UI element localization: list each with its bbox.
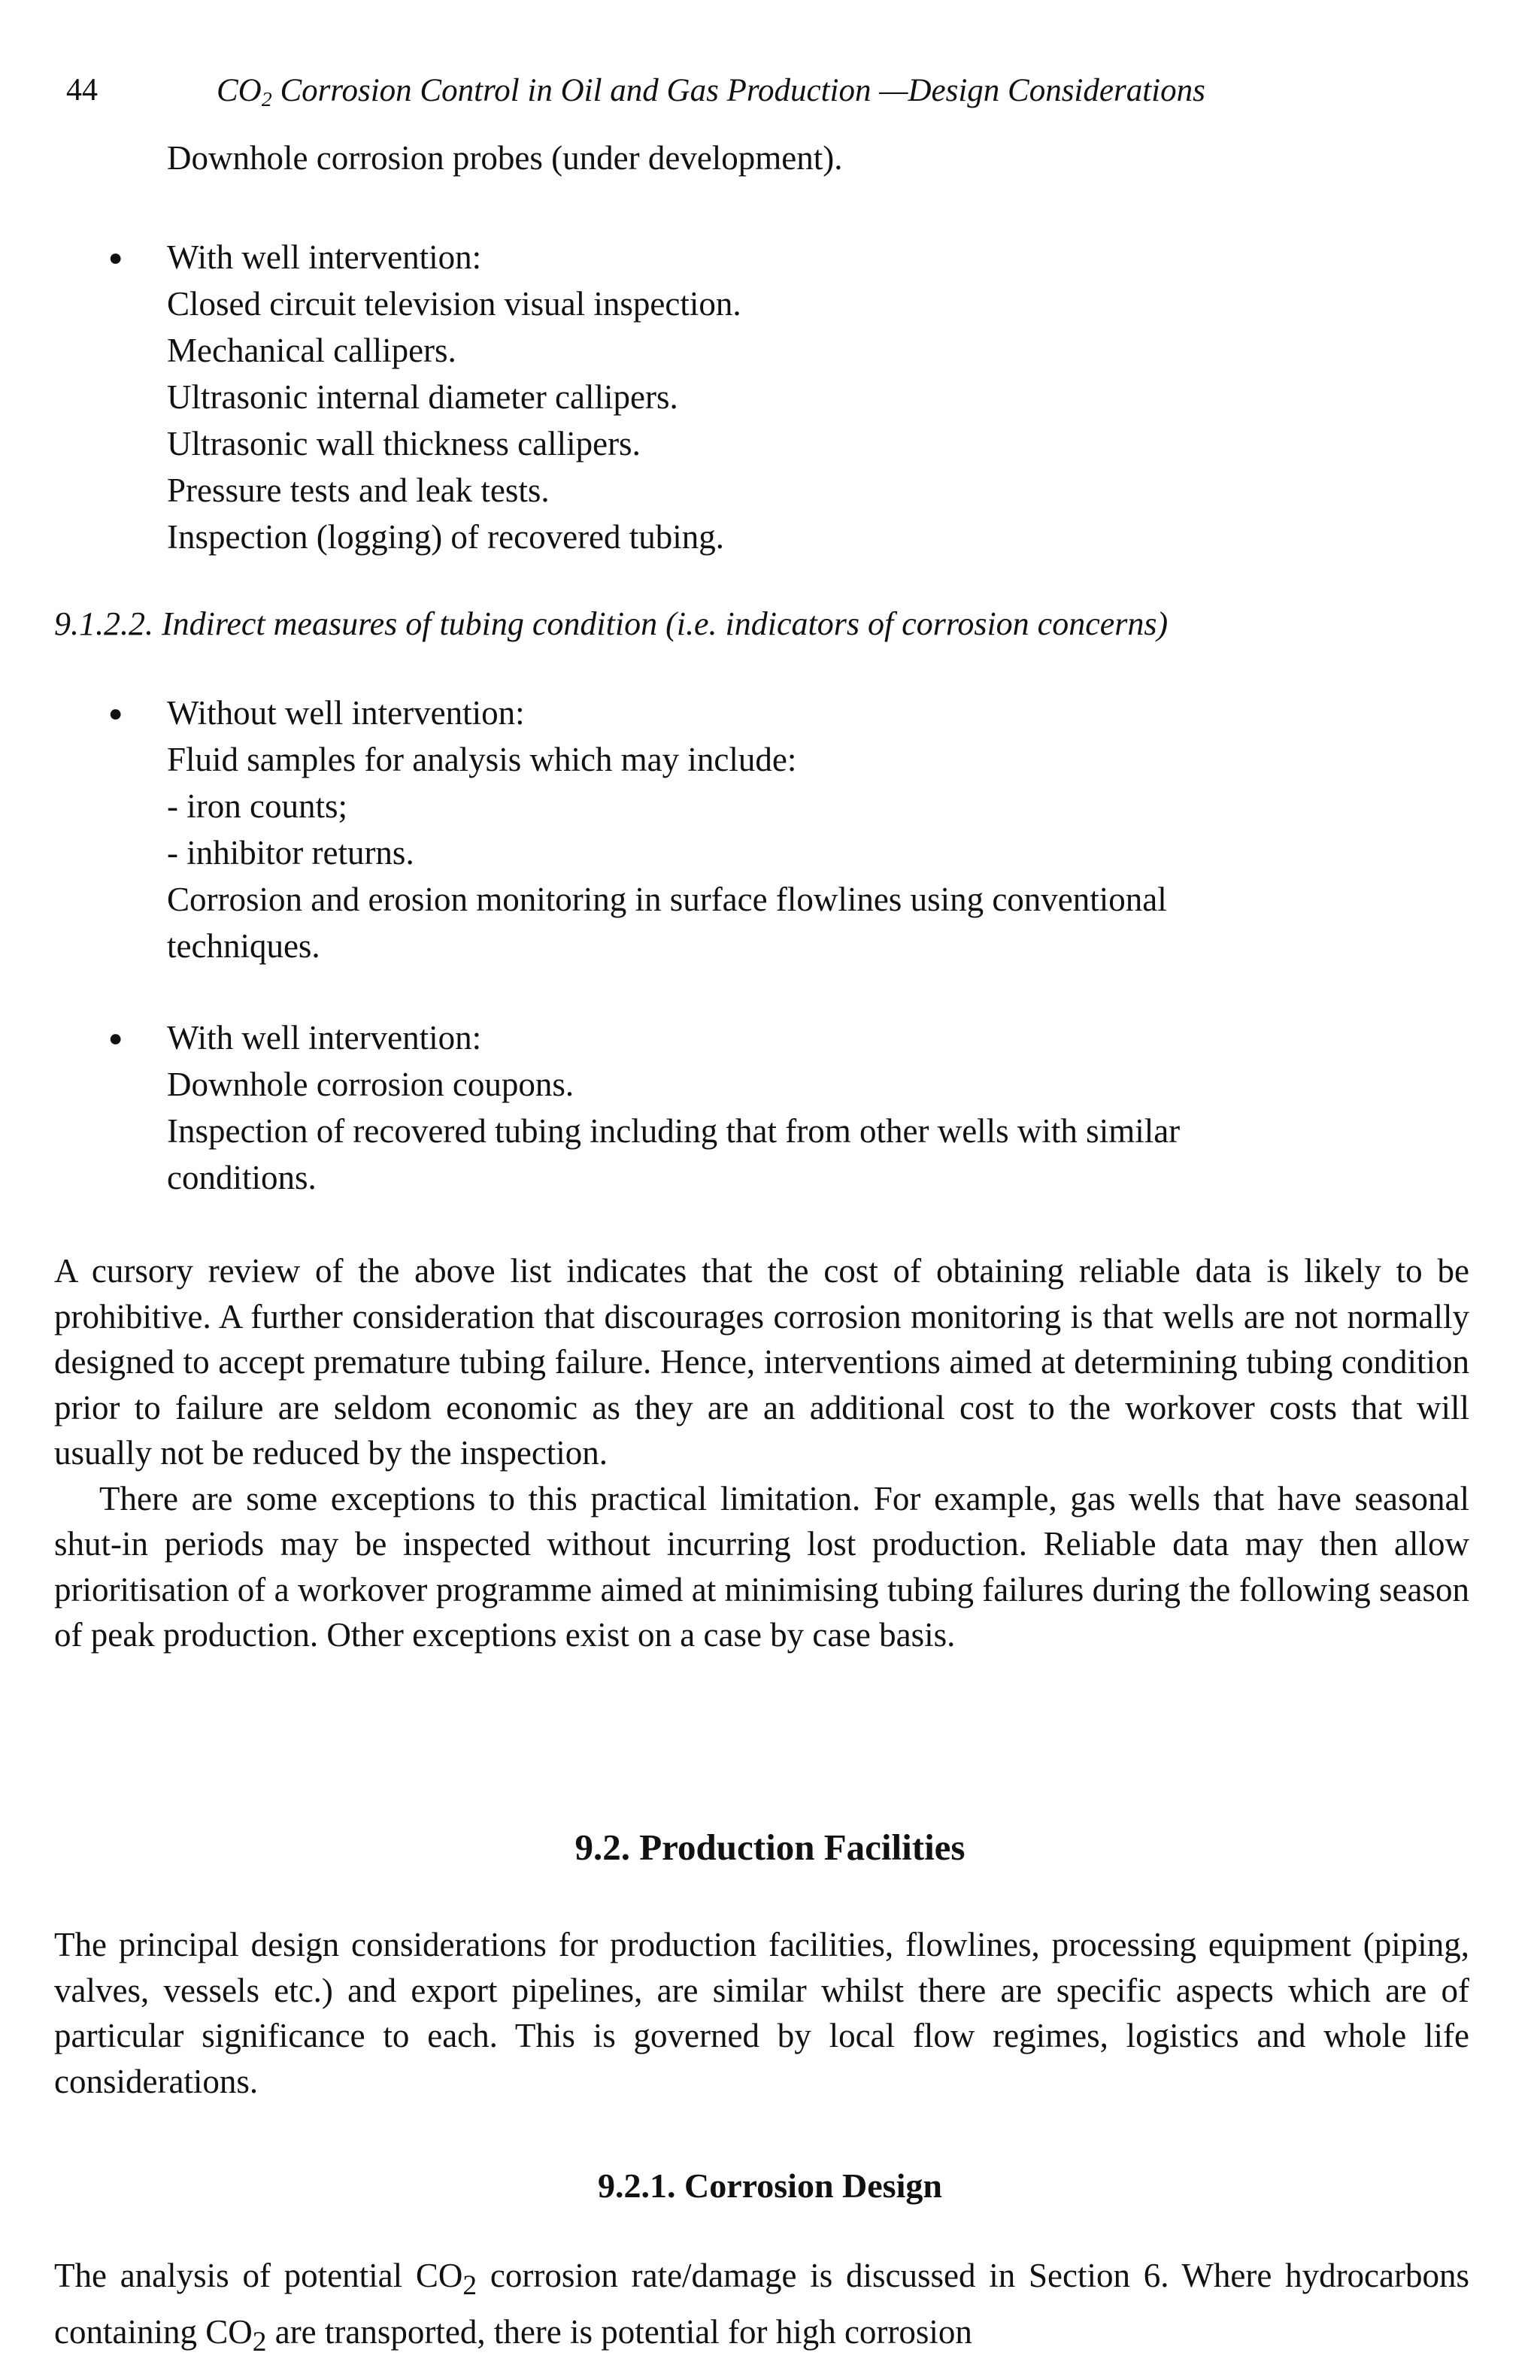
list-item: Pressure tests and leak tests.	[167, 471, 550, 509]
list-item: Ultrasonic internal diameter callipers.	[167, 378, 678, 416]
list-heading-with-intervention: With well intervention:	[167, 238, 482, 276]
list-item: Fluid samples for analysis which may include:	[167, 741, 797, 778]
list-item: Downhole corrosion coupons.	[167, 1066, 574, 1103]
continued-list-item: Downhole corrosion probes (under development).	[167, 139, 843, 177]
subsection-heading	[54, 602, 1168, 647]
paragraph: A cursory review of the above list indicates that the cost of obtaining reliable data is likely to be prohibitive. A further consideration that discourages corrosion monitoring is that wells are not normally designed to accept premature tubing failure. Hence, interventions aimed at determining tubing condition prior to failure are seldom economic as they are an additional cost to the workover costs that will usually not be reduced by the inspection.	[54, 1252, 1469, 1472]
running-title	[217, 72, 1205, 109]
bullet-marker: ●	[108, 699, 123, 726]
text-run: are transported, there is potential for high corrosion	[266, 2312, 972, 2351]
list-item: Inspection of recovered tubing including that from other wells with similar	[167, 1112, 1181, 1150]
paragraph	[54, 2253, 1469, 2365]
body-paragraphs	[54, 1248, 1469, 1658]
list-item: Corrosion and erosion monitoring in surface flowlines using conventional	[167, 881, 1167, 918]
list-item: Inspection (logging) of recovered tubing.	[167, 518, 725, 556]
list-item: conditions.	[167, 1159, 317, 1196]
subscript: 2	[462, 2270, 477, 2301]
running-header	[66, 72, 1480, 117]
bullet-marker: ●	[108, 244, 123, 271]
subsection-heading-corrosion-design: 9.2.1. Corrosion Design	[598, 2166, 942, 2205]
list-item: - iron counts;	[167, 787, 347, 825]
page-number: 44	[66, 73, 98, 108]
list-heading-with-intervention: With well intervention:	[167, 1019, 482, 1057]
list-item: Closed circuit television visual inspection.	[167, 285, 741, 323]
running-title-subscript: 2	[261, 87, 272, 111]
list-item: techniques.	[167, 927, 320, 965]
list-item: Mechanical callipers.	[167, 332, 456, 369]
list-item: Ultrasonic wall thickness callipers.	[167, 425, 641, 462]
section-body	[54, 1922, 1469, 2104]
text-run: The analysis of potential CO	[54, 2257, 463, 2294]
subsection-number: 9.1.2.2.	[54, 605, 153, 642]
list-heading-without-intervention: Without well intervention:	[167, 694, 525, 732]
running-title-prefix: CO	[217, 73, 262, 108]
bullet-marker: ●	[108, 1024, 123, 1051]
running-title-suffix: Corrosion Control in Oil and Gas Production —Design Considerations	[271, 73, 1205, 108]
section-heading: 9.2. Production Facilities	[574, 1827, 966, 1868]
list-item: - inhibitor returns.	[167, 834, 414, 872]
text-run: corrosion rate/damage is discussed in Section 6. Where hydrocarbons containing CO	[54, 2257, 1469, 2351]
paragraph: The principal design considerations for production facilities, flowlines, processing equipment (piping, valves, vessels etc.) and export pipelines, are similar whilst there are specific aspects which are of particular significance to each. This is governed by local flow regimes, logistics and whole life considerations.	[54, 1926, 1469, 2100]
paragraph: There are some exceptions to this practical limitation. For example, gas wells that have seasonal shut-in periods may be inspected without incurring lost production. Reliable data may then allow prioritisation of a workover programme aimed at minimising tubing failures during the following season of peak production. Other exceptions exist on a case by case basis.	[54, 1479, 1469, 1654]
subscript: 2	[252, 2326, 267, 2357]
subsection-title: Indirect measures of tubing condition (i.e. indicators of corrosion concerns)	[162, 605, 1169, 642]
section-body	[54, 2253, 1469, 2365]
